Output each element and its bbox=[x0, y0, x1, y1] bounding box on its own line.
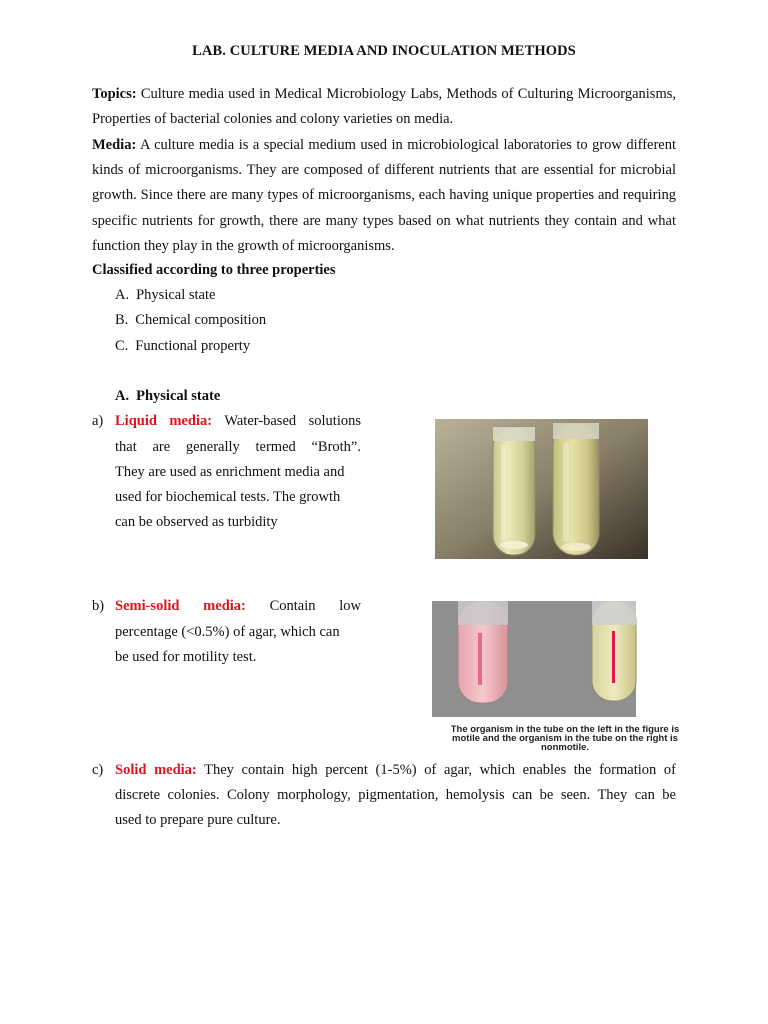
solid-term: Solid media: bbox=[115, 762, 197, 778]
property-label: Functional property bbox=[135, 338, 251, 354]
property-item bbox=[115, 308, 266, 333]
liquid-line: Liquid media: Water-based solutions bbox=[115, 413, 361, 429]
property-marker: C. bbox=[115, 338, 129, 354]
liquid-marker: a) bbox=[92, 413, 104, 429]
broth-tubes-photo bbox=[435, 419, 648, 559]
property-item bbox=[115, 334, 250, 359]
property-label: Physical state bbox=[136, 287, 216, 303]
property-item bbox=[115, 283, 215, 308]
liquid-line: used for biochemical tests. The growth bbox=[115, 489, 341, 505]
media-label: Media: bbox=[92, 137, 137, 153]
liquid-line: that are generally termed “Broth”. bbox=[115, 439, 361, 455]
classified-heading: Classified according to three properties bbox=[92, 262, 336, 278]
section-a-marker: A. bbox=[115, 388, 130, 404]
semisolid-marker: b) bbox=[92, 598, 105, 614]
semisolid-line: percentage (<0.5%) of agar, which can bbox=[115, 624, 340, 640]
property-marker: A. bbox=[115, 287, 130, 303]
section-a-label: Physical state bbox=[136, 388, 221, 404]
property-label: Chemical composition bbox=[135, 312, 267, 328]
liquid-line: can be observed as turbidity bbox=[115, 514, 278, 530]
solid-line: Solid media: They contain high percent (1-5%) of agar, which enables the formation of bbox=[115, 762, 676, 778]
topics-label: Topics: bbox=[92, 86, 137, 102]
section-a-heading bbox=[115, 384, 220, 409]
solid-line: discrete colonies. Colony morphology, pigmentation, hemolysis can be seen. They can be bbox=[115, 787, 676, 803]
semisolid-line: be used for motility test. bbox=[115, 649, 257, 665]
semisolid-line: Semi-solid media: Contain low bbox=[115, 598, 362, 614]
property-marker: B. bbox=[115, 312, 129, 328]
topics-text: Culture media used in Medical Microbiology Labs, Methods of Culturing Microorganisms, Properties of bacterial colonies and colony varieties on media. bbox=[92, 86, 676, 128]
solid-line: used to prepare pure culture. bbox=[115, 812, 281, 828]
topics-paragraph bbox=[92, 82, 676, 132]
liquid-line: They are used as enrichment media and bbox=[115, 464, 345, 480]
liquid-term: Liquid media: bbox=[115, 413, 213, 429]
media-text: A culture media is a special medium used in microbiological laboratories to grow different kinds of microorganisms. They are composed of different nutrients that are essential for microbial growth. Since there are many types of microorganisms, each having unique properties and requiring specific nutrients for growth, there are many types based on what nutrients they contain and what function they play in the growth of microorganisms. bbox=[92, 137, 676, 254]
motility-caption: The organism in the tube on the left in the figure is motile and the organism in the tube on the right is nonmotile. bbox=[450, 724, 680, 753]
solid-marker: c) bbox=[92, 762, 104, 778]
page-title: LAB. CULTURE MEDIA AND INOCULATION METHODS bbox=[192, 43, 576, 59]
motility-tubes-photo bbox=[432, 601, 688, 717]
semisolid-term: Semi-solid media: bbox=[115, 598, 246, 614]
media-paragraph bbox=[92, 133, 676, 259]
